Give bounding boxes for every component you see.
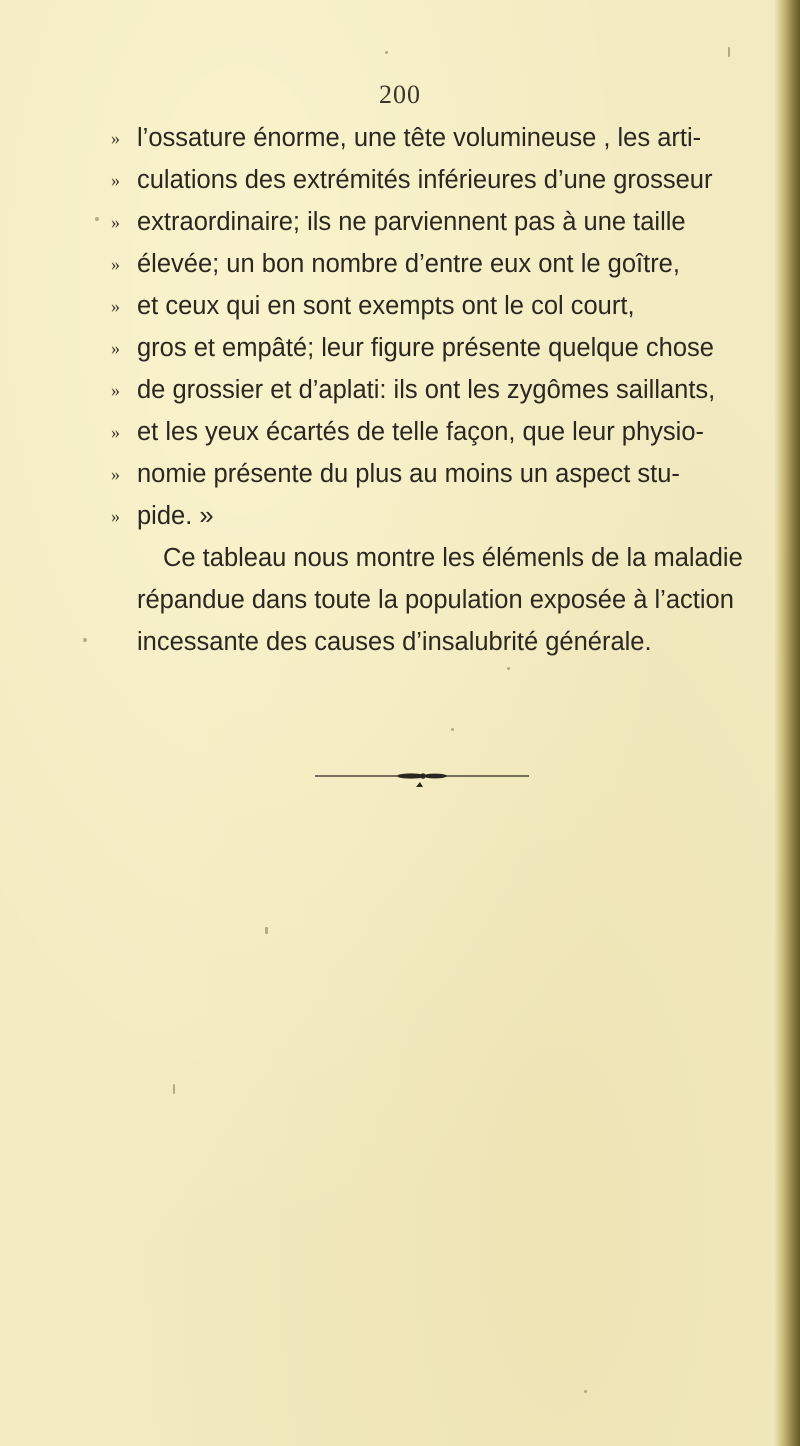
- quoted-line-text: et les yeux écartés de telle façon, que leur physio-: [137, 418, 704, 446]
- quote-mark: »: [111, 128, 120, 148]
- quoted-line-text: nomie présente du plus au moins un aspect stu-: [137, 460, 680, 488]
- quote-mark: »: [111, 296, 120, 316]
- page-number: 200: [379, 80, 421, 109]
- quoted-line-text: extraordinaire; ils ne parviennent pas à une taille: [137, 208, 686, 236]
- quote-mark: »: [111, 170, 120, 190]
- quoted-line-text: élevée; un bon nombre d’entre eux ont le goître,: [137, 250, 680, 278]
- section-end-ornament: [315, 768, 529, 792]
- quoted-line-text: pide. »: [137, 502, 214, 530]
- quoted-line-text: culations des extrémités inférieures d’une grosseur: [137, 166, 713, 194]
- paragraph-line: répandue dans toute la population exposée à l’action: [137, 586, 734, 614]
- quote-mark: »: [111, 422, 120, 442]
- quote-mark: »: [111, 464, 120, 484]
- quote-mark: »: [111, 506, 120, 526]
- page-edge-shadow: [774, 0, 800, 1446]
- quoted-line-text: de grossier et d’aplati: ils ont les zygômes saillants,: [137, 376, 716, 404]
- paragraph-line: incessante des causes d’insalubrité générale.: [137, 628, 652, 656]
- quoted-line-text: l’ossature énorme, une tête volumineuse , les arti-: [137, 124, 702, 152]
- quote-mark: »: [111, 212, 120, 232]
- quote-mark: »: [111, 338, 120, 358]
- quote-mark: »: [111, 380, 120, 400]
- quoted-line-text: et ceux qui en sont exempts ont le col court,: [137, 292, 635, 320]
- paragraph-line: Ce tableau nous montre les élémenls de la maladie: [163, 544, 743, 572]
- quote-mark: »: [111, 254, 120, 274]
- quoted-line-text: gros et empâté; leur figure présente quelque chose: [137, 334, 714, 362]
